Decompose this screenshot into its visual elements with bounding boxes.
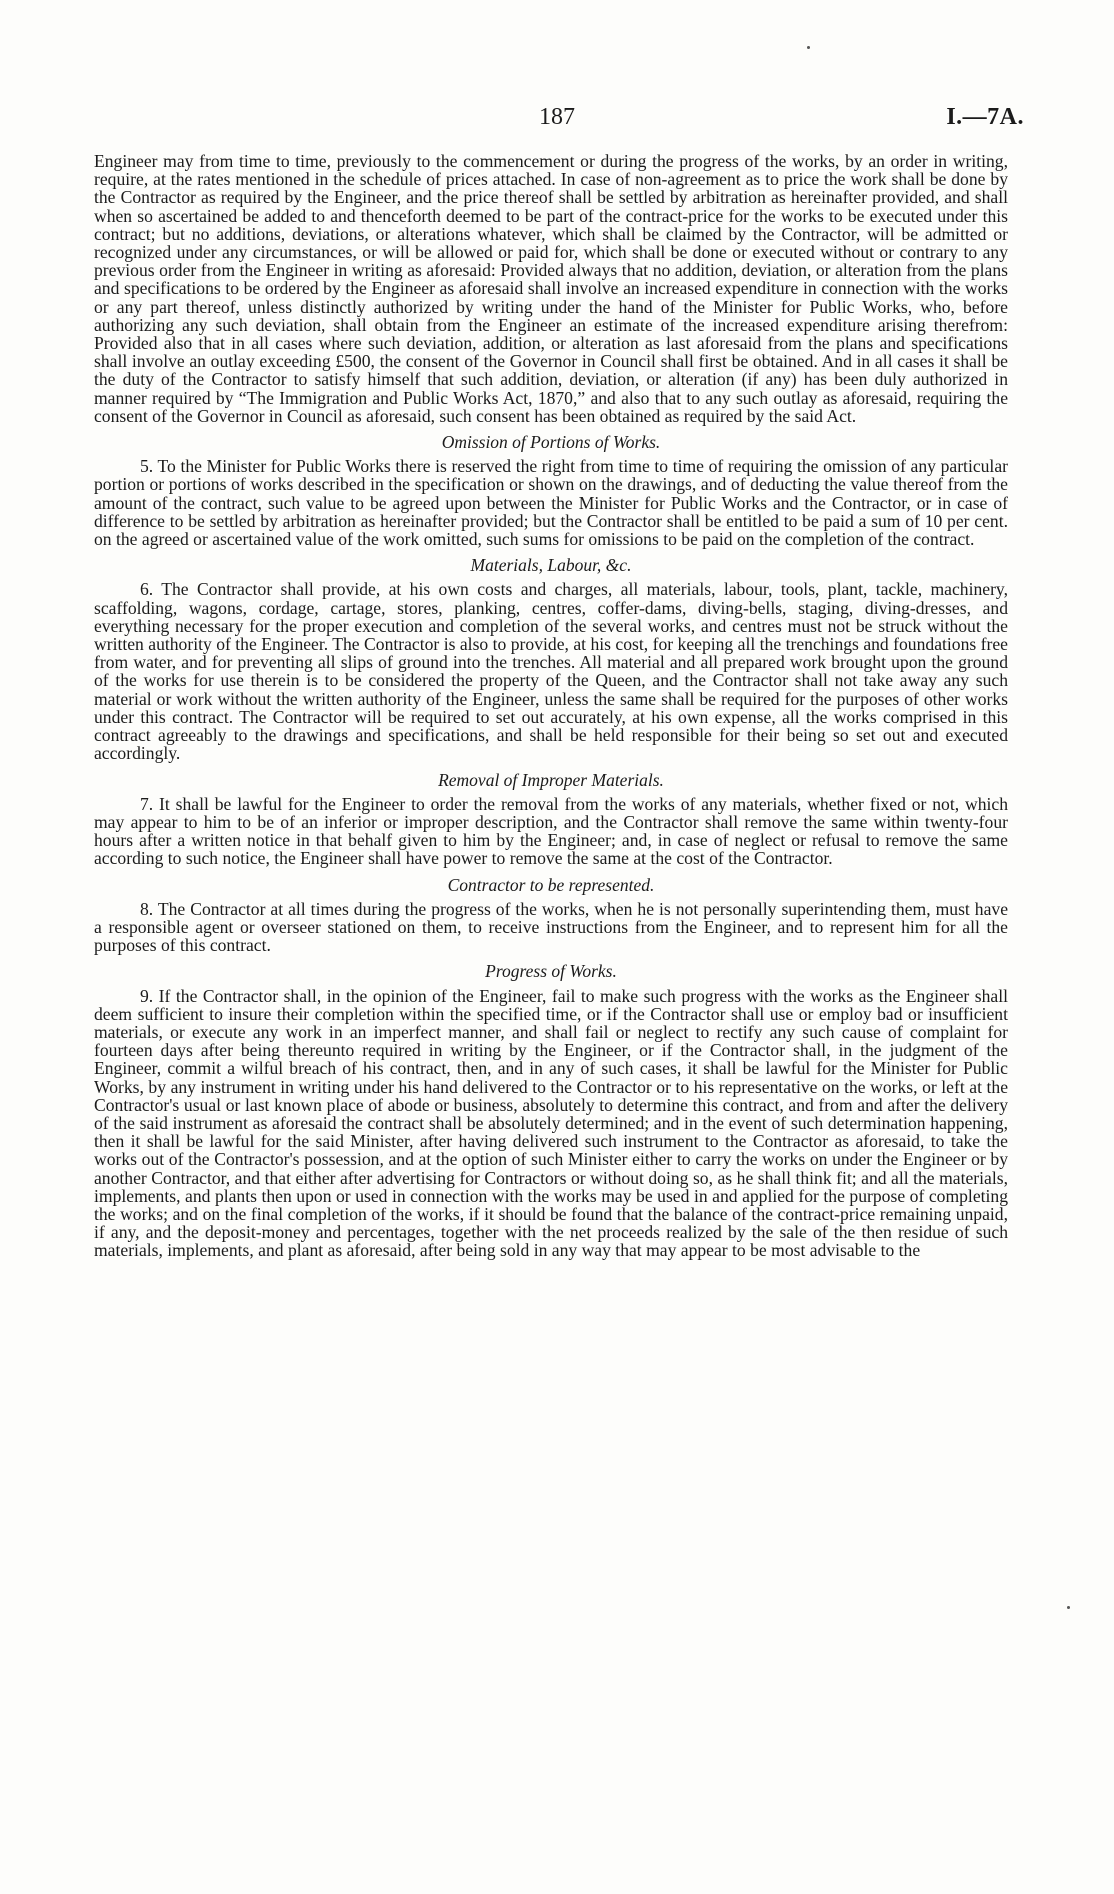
clause-9-paragraph: 9. If the Contractor shall, in the opinion of the Engineer, fail to make such progress with the works as the Engineer shall deem sufficient to insure their completion within the specified time, or if the Contractor shall use or employ bad or insufficient materials, or execute any work in an imperfect manner, and shall fail or neglect to rectify any such cause of complaint for fourteen days after being thereunto required in writing by the Engineer, or if the Contractor shall, in the judgment of the Engineer, commit a wilful breach of his contract, then, and in any of such cases, it shall be lawful for the Minister for Public Works, by any instrument in writing under his hand delivered to the Contractor or to his representative on the works, or left at the Contractor's usual or last known place of abode or business, absolutely to determine this contract, and from and after the delivery of the said instrument as aforesaid the contract shall be absolutely determined; and in the event of such determination happening, then it shall be lawful for the said Minister, after having delivered such instrument to the Contractor as aforesaid, to take the works out of the Contractor's possession, and at the option of such Minister either to carry the works on under the Engineer or by another Contractor, and that either after advertising for Contractors or without doing so, as he shall think fit; and all the materials, implements, and plants then upon or used in connection with the works may be used in and applied for the purpose of completing the works; and on the final completion of the works, if it should be found that the balance of the contract-price remaining unpaid, if any, and the deposit-money and percentages, together with the net proceeds realized by the sale of the then residue of such materials, implements, and plant as aforesaid, after being sold in any way that may appear to be most advisable to the	[94, 985, 1008, 1261]
materials-heading: Materials, Labour, &c.	[470, 555, 632, 576]
document-body	[94, 152, 1008, 1260]
clause-6-paragraph: 6. The Contractor shall provide, at his own costs and charges, all materials, labour, tools, plant, tackle, machinery, scaffolding, wagons, cordage, cartage, stores, planking, centres, coffer-dams, diving-bells, staging, diving-dresses, and everything necessary for the proper execution and completion of the several works, and centres must not be struck without the written authority of the Engineer. The Contractor is also to provide, at his cost, for keeping all the trenchings and foundations free from water, and for preventing all slips of ground into the trenches. All material and all prepared work brought upon the ground of the works for use therein is to be considered the property of the Queen, and the Contractor shall not take away any such material or work without the written authority of the Engineer, unless the same shall be required for the purposes of other works under this contract. The Contractor will be required to set out accurately, at his own expense, all the works comprised in this contract agreeably to the drawings and specifications, and shall be held responsible for their being so set out and executed accordingly.	[94, 579, 1008, 764]
continued-paragraph: Engineer may from time to time, previously to the commencement or during the progress of the works, by an order in writing, require, at the rates mentioned in the schedule of prices attached. In case of non-agreement as to price the work shall be done by the Contractor as required by the Engineer, and the price thereof shall be settled by arbitration as hereinafter provided, and shall when so ascertained be added to and thenceforth deemed to be part of the contract-price for the works to be executed under this contract; but no additions, deviations, or alterations whatever, which shall be claimed by the Contractor, will be admitted or recognized under any circumstances, or will be allowed or paid for, which shall be done or executed without or contrary to any previous order from the Engineer in writing as aforesaid: Provided always that no addition, deviation, or alteration from the plans and specifications to be ordered by the Engineer as aforesaid shall involve an increased expenditure in connection with the works or any part thereof, unless distinctly authorized by writing under the hand of the Minister for Public Works, who, before authorizing any such deviation, shall obtain from the Engineer an estimate of the increased expenditure arising therefrom: Provided also that in all cases where such deviation, addition, or alteration as last aforesaid from the plans and specifications shall involve an outlay exceeding £500, the consent of the Governor in Council shall first be obtained. And in all cases it shall be the duty of the Contractor to satisfy himself that such addition, deviation, or alteration (if any) has been duly authorized in manner required by “The Immigration and Public Works Act, 1870,” and also that to any such outlay as aforesaid, requiring the consent of the Governor in Council as aforesaid, such consent has been obtained as required by the said Act.	[94, 151, 1008, 426]
page-header	[0, 104, 1114, 134]
clause-8-paragraph: 8. The Contractor at all times during the progress of the works, when he is not personally superintending them, must have a responsible agent or overseer stationed on them, to receive instructions from the Engineer, and to represent him for all the purposes of this contract.	[94, 898, 1008, 956]
represented-heading: Contractor to be represented.	[447, 874, 655, 895]
progress-heading: Progress of Works.	[485, 961, 617, 982]
paper-code: I.—7A.	[946, 104, 1024, 130]
scan-speck	[807, 46, 810, 49]
page-number: 187	[539, 104, 575, 130]
scan-speck	[1067, 1606, 1070, 1609]
clause-5-paragraph: 5. To the Minister for Public Works there is reserved the right from time to time of requiring the omission of any particular portion or portions of works described in the specification or shown on the drawings, and of deducting the value thereof from the amount of the contract, such value to be agreed upon between the Minister for Public Works and the Contractor, or in case of difference to be settled by arbitration as hereinafter provided; but the Contractor shall be entitled to be paid a sum of 10 per cent. on the agreed or ascertained value of the work omitted, such sums for omissions to be paid on the completion of the contract.	[94, 456, 1008, 550]
omission-heading: Omission of Portions of Works.	[441, 432, 661, 453]
clause-7-paragraph: 7. It shall be lawful for the Engineer to order the removal from the works of any materials, whether fixed or not, which may appear to him to be of an inferior or improper description, and the Contractor shall remove the same within twenty-four hours after a written notice in that behalf given to him by the Engineer; and, in case of neglect or refusal to remove the same according to such notice, the Engineer shall have power to remove the same at the cost of the Contractor.	[94, 793, 1008, 869]
removal-heading: Removal of Improper Materials.	[438, 769, 664, 790]
